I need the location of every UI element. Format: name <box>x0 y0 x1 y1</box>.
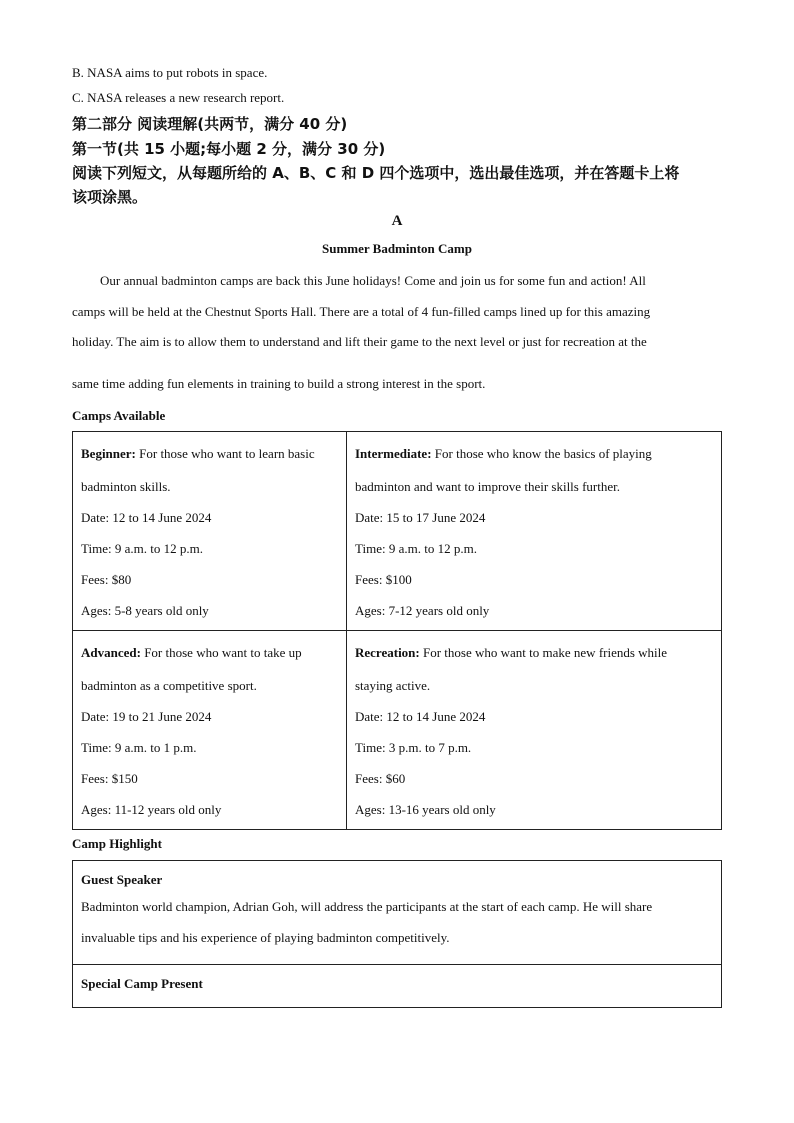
passage-letter: A <box>391 213 403 229</box>
passage-paragraph-line: camps will be held at the Chestnut Sports Hall. There are a total of 4 fun-filled camps lined up for this amazing <box>72 304 651 319</box>
camp-highlight-heading: Camp Highlight <box>72 836 162 851</box>
option-c: C. NASA releases a new research report. <box>72 90 285 105</box>
camp-cell-intermediate <box>347 432 722 631</box>
guest-speaker-title: Guest Speaker <box>81 872 163 887</box>
camp-description: For those who want to make new friends while <box>419 645 668 660</box>
camp-highlight-table <box>72 860 722 1008</box>
camp-ages: Ages: 5-8 years old only <box>81 603 209 618</box>
camp-description: badminton as a competitive sport. <box>81 678 257 693</box>
instruction-line-2: 该项涂黑。 <box>72 188 148 206</box>
camp-ages: Ages: 7-12 years old only <box>355 603 490 618</box>
camp-cell-recreation <box>347 631 722 830</box>
camp-description: For those who want to take up <box>140 645 302 660</box>
camp-description: badminton and want to improve their skills further. <box>355 479 621 494</box>
camp-date: Date: 12 to 14 June 2024 <box>355 709 486 724</box>
camp-cell-beginner <box>73 432 347 631</box>
camp-date: Date: 15 to 17 June 2024 <box>355 510 486 525</box>
option-b: B. NASA aims to put robots in space. <box>72 65 268 80</box>
camp-cell-advanced <box>73 631 347 830</box>
camp-label: Recreation: <box>355 645 420 660</box>
section-part-heading: 第二部分 阅读理解(共两节，满分 40 分) <box>72 115 348 133</box>
instruction-line-1: 阅读下列短文，从每题所给的 A、B、C 和 D 四个选项中，选出最佳选项，并在答题卡上将 <box>72 164 680 182</box>
table-row <box>73 432 722 631</box>
camp-fees: Fees: $100 <box>355 572 412 587</box>
section-subsection-heading: 第一节(共 15 小题;每小题 2 分，满分 30 分) <box>72 140 386 158</box>
passage-paragraph-line: holiday. The aim is to allow them to understand and lift their game to the next level or just for recreation at the <box>72 334 647 349</box>
table-row <box>73 631 722 830</box>
table-row <box>73 861 721 965</box>
guest-speaker-text: invaluable tips and his experience of playing badminton competitively. <box>81 930 450 945</box>
camp-description: For those who know the basics of playing <box>431 446 652 461</box>
camp-label: Advanced: <box>81 645 141 660</box>
passage-paragraph-line: Our annual badminton camps are back this June holidays! Come and join us for some fun and action! All <box>100 273 646 288</box>
special-present-title: Special Camp Present <box>81 976 203 991</box>
camp-time: Time: 9 a.m. to 12 p.m. <box>355 541 477 556</box>
camp-time: Time: 3 p.m. to 7 p.m. <box>355 740 472 755</box>
camp-ages: Ages: 13-16 years old only <box>355 802 496 817</box>
camp-label: Beginner: <box>81 446 136 461</box>
camps-available-heading: Camps Available <box>72 408 166 423</box>
camp-label: Intermediate: <box>355 446 432 461</box>
camps-table <box>72 431 722 830</box>
camp-fees: Fees: $80 <box>81 572 132 587</box>
camp-date: Date: 19 to 21 June 2024 <box>81 709 212 724</box>
camp-description: staying active. <box>355 678 431 693</box>
table-row <box>73 965 721 1007</box>
camp-time: Time: 9 a.m. to 12 p.m. <box>81 541 203 556</box>
camp-ages: Ages: 11-12 years old only <box>81 802 222 817</box>
camp-time: Time: 9 a.m. to 1 p.m. <box>81 740 197 755</box>
camp-description: badminton skills. <box>81 479 171 494</box>
camp-fees: Fees: $60 <box>355 771 406 786</box>
guest-speaker-text: Badminton world champion, Adrian Goh, will address the participants at the start of each camp. He will share <box>81 899 653 914</box>
camp-description: For those who want to learn basic <box>135 446 315 461</box>
camp-date: Date: 12 to 14 June 2024 <box>81 510 212 525</box>
passage-paragraph-line: same time adding fun elements in training to build a strong interest in the sport. <box>72 376 486 391</box>
camp-fees: Fees: $150 <box>81 771 138 786</box>
passage-title: Summer Badminton Camp <box>321 241 472 256</box>
